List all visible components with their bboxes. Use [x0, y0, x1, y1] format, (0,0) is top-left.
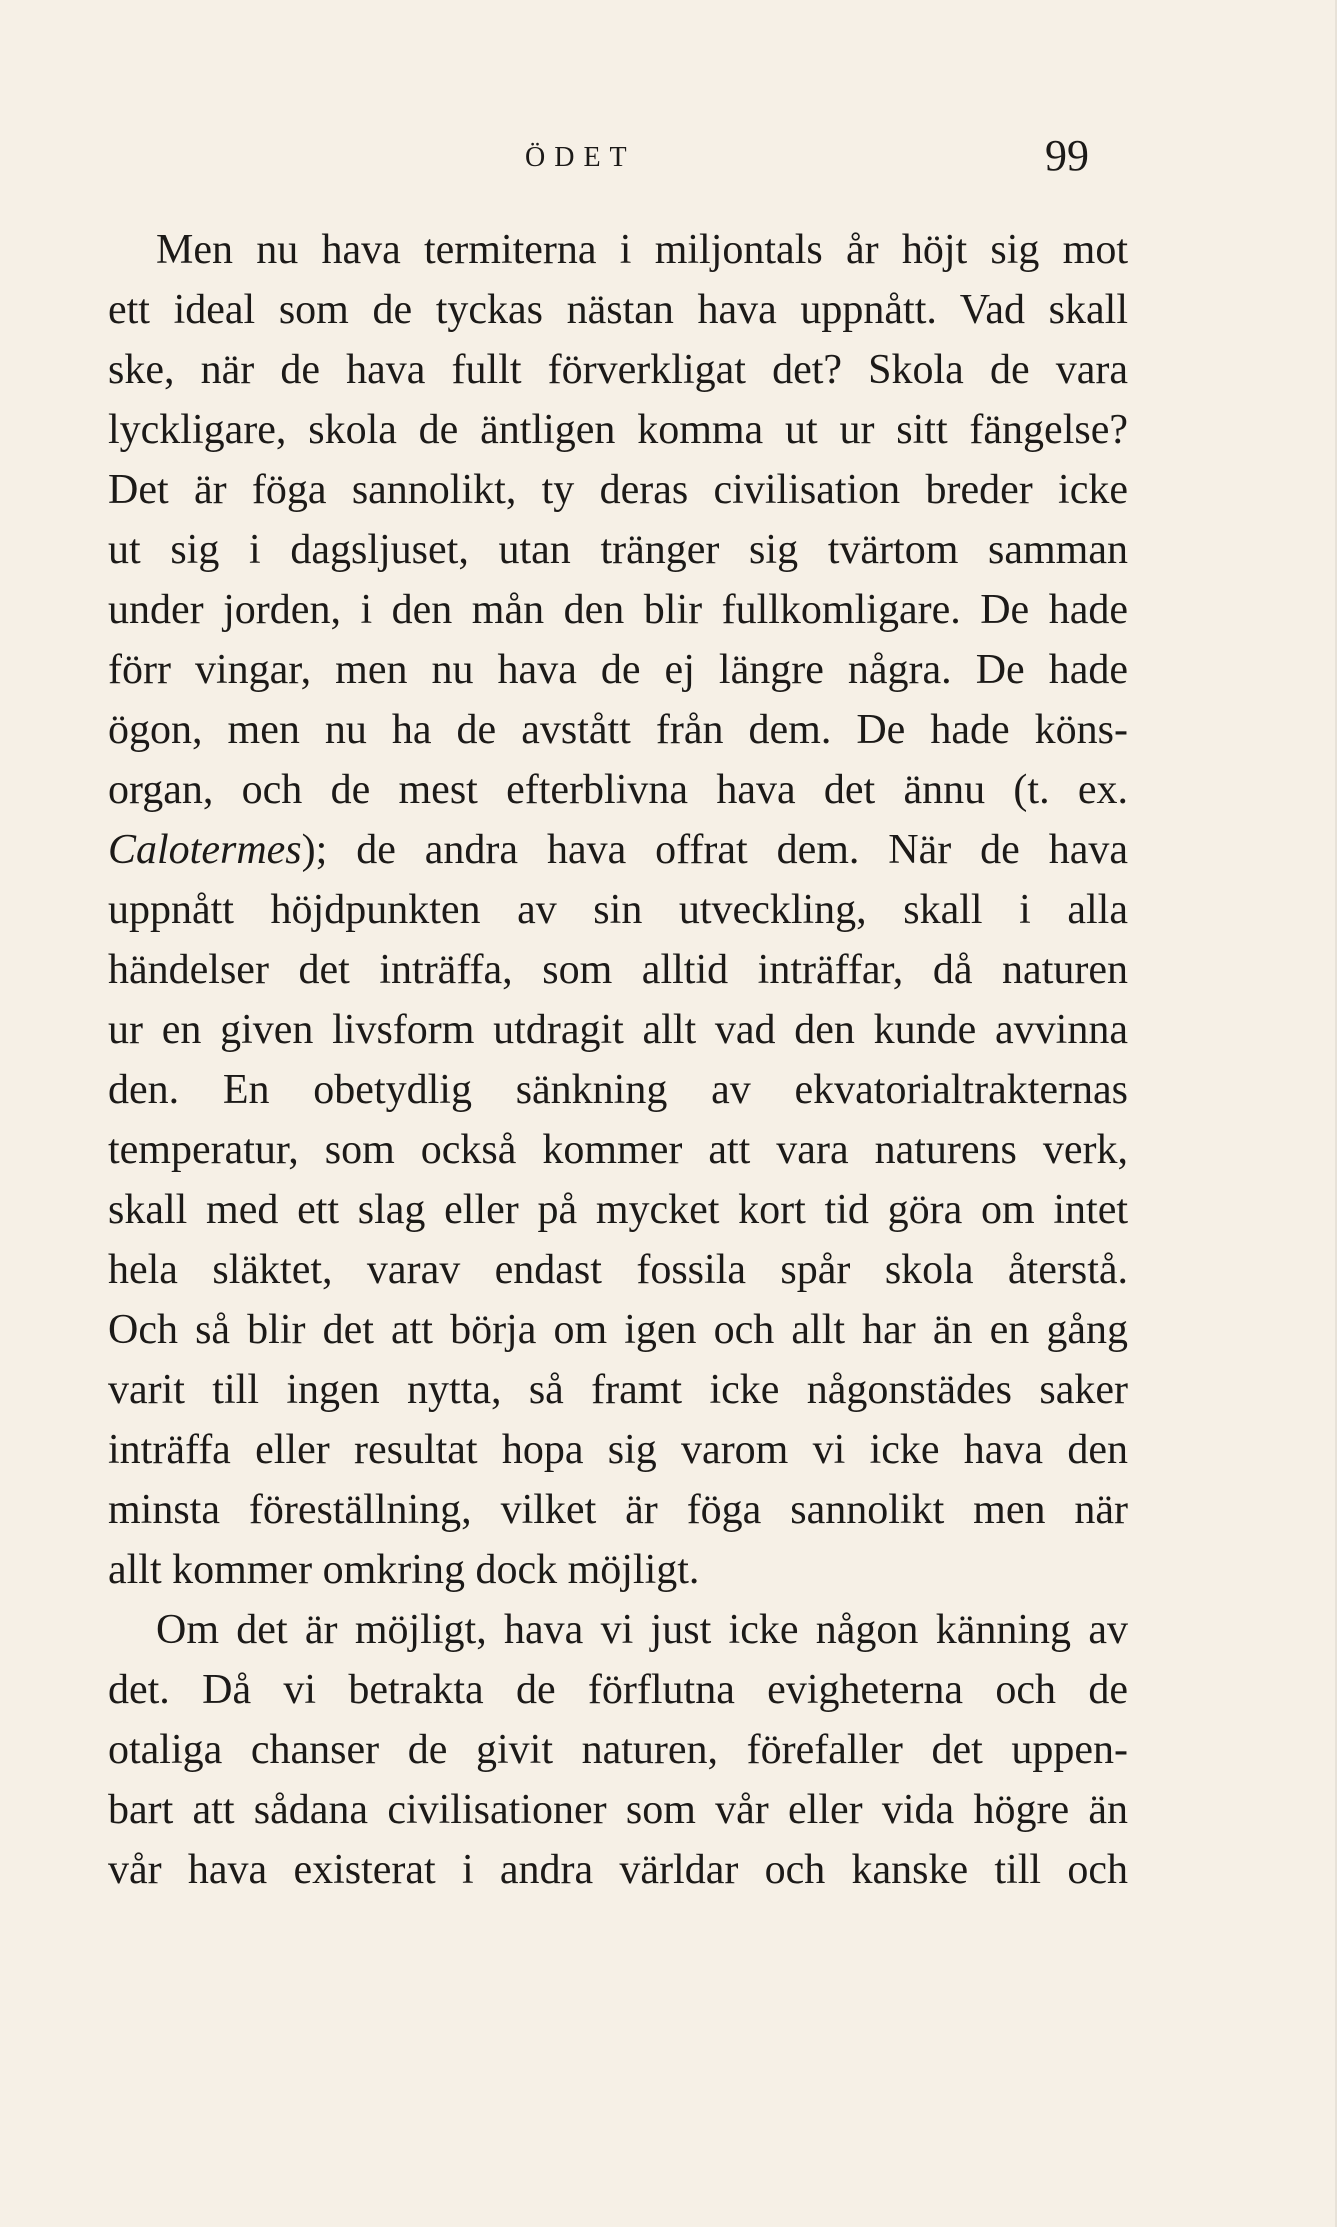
- text-line: organ, och de mest efterblivna hava det ännu (t. ex.: [108, 767, 1128, 813]
- italic-term: Calotermes: [108, 827, 302, 873]
- text-line: det. Då vi betrakta de förflutna evigheterna och de: [108, 1667, 1128, 1713]
- page-header: [0, 130, 1337, 190]
- text-line: temperatur, som också kommer att vara naturens verk,: [108, 1127, 1128, 1173]
- text-line: inträffa eller resultat hopa sig varom vi icke hava den: [108, 1427, 1128, 1473]
- text-line: under jorden, i den mån den blir fullkomligare. De hade: [108, 587, 1128, 633]
- text-line: ögon, men nu ha de avstått från dem. De hade köns-: [108, 707, 1128, 753]
- text-line: ur en given livsform utdragit allt vad den kunde avvinna: [108, 1007, 1128, 1053]
- text-line: förr vingar, men nu hava de ej längre några. De hade: [108, 647, 1128, 693]
- text-line: uppnått höjdpunkten av sin utveckling, skall i alla: [108, 887, 1128, 933]
- text-line: ett ideal som de tyckas nästan hava uppnått. Vad skall: [108, 287, 1128, 333]
- text-line: ut sig i dagsljuset, utan tränger sig tvärtom samman: [108, 527, 1128, 573]
- text-line: otaliga chanser de givit naturen, förefaller det uppen-: [108, 1727, 1128, 1773]
- text-line: Om det är möjligt, hava vi just icke någon känning av: [156, 1607, 1128, 1653]
- text-line: vår hava existerat i andra världar och kanske till och: [108, 1847, 1128, 1893]
- text-line: den. En obetydlig sänkning av ekvatorialtrakternas: [108, 1067, 1128, 1113]
- text-line-with-italic: [108, 820, 1128, 880]
- text-line: Men nu hava termiterna i miljontals år höjt sig mot: [156, 227, 1128, 273]
- text-line: hela släktet, varav endast fossila spår skola återstå.: [108, 1247, 1128, 1293]
- text-line: varit till ingen nytta, så framt icke någonstädes saker: [108, 1367, 1128, 1413]
- text-line: allt kommer omkring dock möjligt.: [108, 1547, 700, 1593]
- text-line: lyckligare, skola de äntligen komma ut ur sitt fängelse?: [108, 407, 1128, 453]
- text-line: skall med ett slag eller på mycket kort tid göra om intet: [108, 1187, 1128, 1233]
- text-line: ske, när de hava fullt förverkligat det? Skola de vara: [108, 347, 1128, 393]
- text-line-rest: ); de andra hava offrat dem. När de hava: [301, 827, 1128, 873]
- running-head: ÖDET: [525, 142, 636, 173]
- text-line: bart att sådana civilisationer som vår eller vida högre än: [108, 1787, 1128, 1833]
- text-line: Det är föga sannolikt, ty deras civilisation breder icke: [108, 467, 1128, 513]
- text-line: Och så blir det att börja om igen och allt har än en gång: [108, 1307, 1128, 1353]
- body-text: [108, 220, 1128, 1900]
- text-line: händelser det inträffa, som alltid inträffar, då naturen: [108, 947, 1128, 993]
- page-number: 99: [1045, 131, 1089, 180]
- text-line: minsta föreställning, vilket är föga sannolikt men när: [108, 1487, 1128, 1533]
